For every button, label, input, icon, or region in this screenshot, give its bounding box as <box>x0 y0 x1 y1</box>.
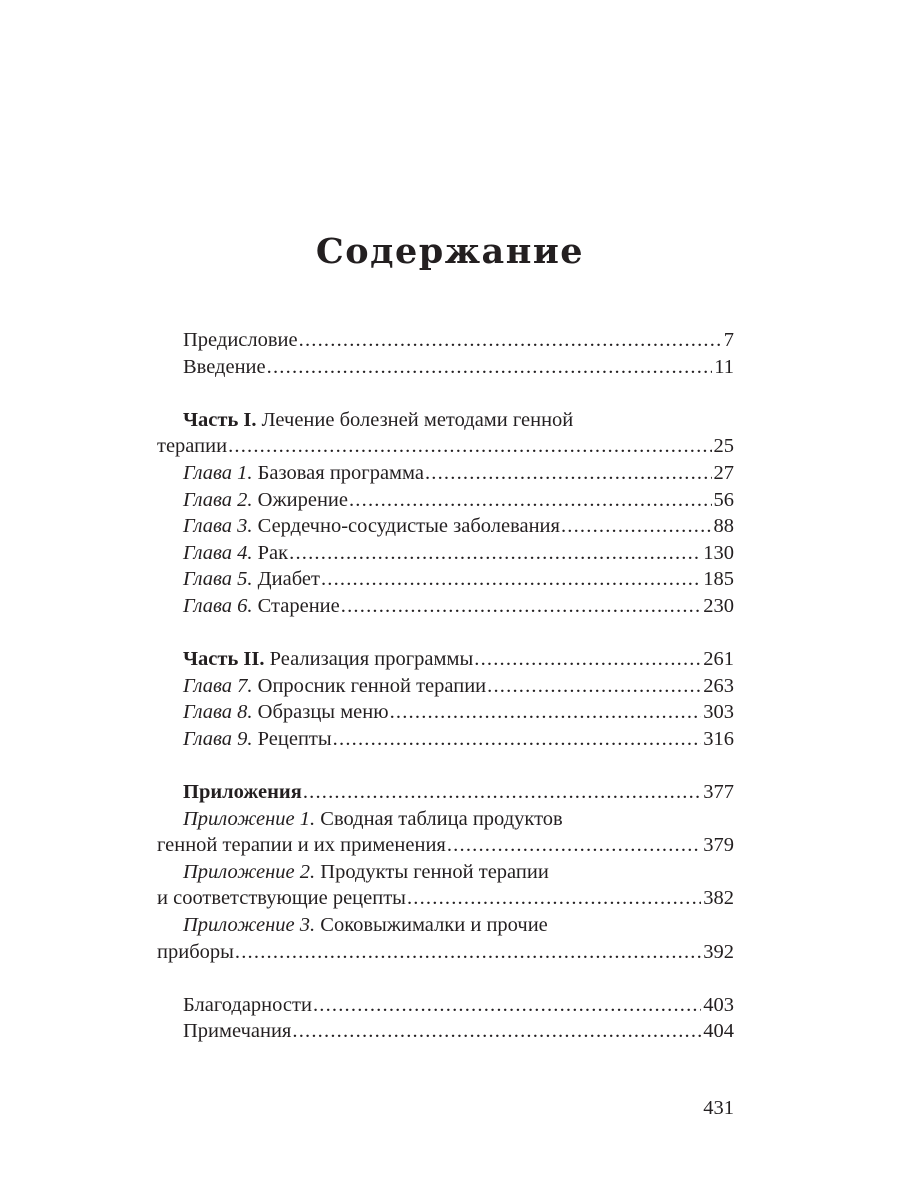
chapter-number: Глава 9. <box>183 727 253 750</box>
chapter-number: Глава 1. <box>183 461 253 484</box>
table-of-contents <box>157 327 734 1045</box>
dot-leader <box>321 566 701 593</box>
toc-page-number: 230 <box>703 594 734 617</box>
chapter-number: Глава 6. <box>183 594 253 617</box>
appendix-title-line2: генной терапии и их применения <box>157 834 446 857</box>
toc-entry-label: Введение <box>183 355 266 378</box>
toc-page-number: 404 <box>703 1020 734 1043</box>
dot-leader <box>267 354 713 381</box>
dot-leader <box>561 513 712 540</box>
appendix-title-line1: Продукты генной терапии <box>320 860 549 883</box>
toc-chapter-2[interactable] <box>157 487 734 514</box>
dot-leader <box>341 593 701 620</box>
chapter-number: Глава 3. <box>183 515 253 538</box>
part-label: Часть I. <box>183 408 257 431</box>
dot-leader <box>299 327 722 354</box>
toc-entry-introduction[interactable] <box>157 354 734 381</box>
toc-chapter-7[interactable] <box>157 673 734 700</box>
chapter-title: Ожирение <box>257 488 348 511</box>
toc-appendix-1-line1[interactable] <box>157 806 734 833</box>
toc-entry-label: Благодарности <box>183 993 312 1016</box>
chapter-number: Глава 8. <box>183 701 253 724</box>
toc-page-number: 263 <box>703 674 734 697</box>
appendix-number: Приложение 2. <box>183 860 316 883</box>
toc-page-number: 88 <box>713 515 734 538</box>
dot-leader <box>313 992 701 1019</box>
page-number: 431 <box>703 1097 734 1119</box>
toc-chapter-9[interactable] <box>157 726 734 753</box>
toc-entry-label: Предисловие <box>183 329 298 351</box>
toc-chapter-1[interactable] <box>157 460 734 487</box>
chapter-title: Старение <box>257 594 340 617</box>
toc-page-number: 379 <box>703 834 734 857</box>
dot-leader <box>474 646 701 673</box>
chapter-number: Глава 5. <box>183 568 253 591</box>
toc-appendix-2-line2[interactable] <box>157 885 734 912</box>
part-label: Часть II. <box>183 648 265 671</box>
toc-page-number: 382 <box>703 887 734 910</box>
toc-page-number: 377 <box>703 781 734 804</box>
toc-page-number: 185 <box>703 568 734 591</box>
toc-page-number: 403 <box>703 993 734 1016</box>
dot-leader <box>487 673 701 700</box>
toc-chapter-6[interactable] <box>157 593 734 620</box>
toc-entry-notes[interactable] <box>157 1018 734 1045</box>
toc-chapter-4[interactable] <box>157 540 734 567</box>
dot-leader <box>289 540 701 567</box>
appendix-title-line2: приборы <box>157 940 234 963</box>
part-title-line2: терапии <box>157 435 228 458</box>
dot-leader <box>333 726 702 753</box>
dot-leader <box>292 1018 701 1045</box>
toc-page-number: 25 <box>713 435 734 458</box>
toc-page-number: 56 <box>713 488 734 511</box>
toc-entry-preface[interactable] <box>157 327 734 354</box>
toc-page-number: 261 <box>703 648 734 671</box>
appendix-title-line1: Сводная таблица продуктов <box>320 807 563 830</box>
toc-part-1-heading[interactable] <box>157 407 734 434</box>
dot-leader <box>425 460 712 487</box>
toc-page-number: 303 <box>703 701 734 724</box>
toc-appendix-1-line2[interactable] <box>157 832 734 859</box>
toc-chapter-3[interactable] <box>157 513 734 540</box>
toc-part-1-continuation[interactable] <box>157 433 734 460</box>
toc-appendix-2-line1[interactable] <box>157 859 734 886</box>
toc-appendices-heading[interactable] <box>157 779 734 806</box>
toc-page-number: 392 <box>703 940 734 963</box>
appendix-title-line1: Соковыжималки и прочие <box>320 914 548 937</box>
toc-part-2-heading[interactable] <box>157 646 734 673</box>
chapter-title: Диабет <box>257 568 320 591</box>
dot-leader <box>235 939 701 966</box>
dot-leader <box>228 433 711 460</box>
toc-page-number: 316 <box>703 727 734 750</box>
chapter-number: Глава 7. <box>183 674 253 697</box>
appendix-number: Приложение 1. <box>183 807 316 830</box>
chapter-number: Глава 4. <box>183 541 253 564</box>
toc-entry-label: Примечания <box>183 1020 292 1043</box>
dot-leader <box>349 487 712 514</box>
chapter-title: Образцы меню <box>257 701 389 724</box>
toc-appendix-3-line2[interactable] <box>157 939 734 966</box>
toc-page-number: 27 <box>713 461 734 484</box>
dot-leader <box>390 699 702 726</box>
appendix-number: Приложение 3. <box>183 914 316 937</box>
chapter-title: Базовая программа <box>257 461 424 484</box>
toc-page-number: 11 <box>714 355 734 378</box>
toc-appendix-3-line1[interactable] <box>157 912 734 939</box>
part-title: Реализация программы <box>269 648 474 671</box>
toc-entry-acknowledgements[interactable] <box>157 992 734 1019</box>
dot-leader <box>447 832 701 859</box>
page-title: Содержание <box>315 231 585 272</box>
appendix-title-line2: и соответствующие рецепты <box>157 887 406 910</box>
toc-chapter-5[interactable] <box>157 566 734 593</box>
toc-page-number: 7 <box>723 329 734 351</box>
dot-leader <box>407 885 701 912</box>
dot-leader <box>303 779 701 806</box>
chapter-number: Глава 2. <box>183 488 253 511</box>
chapter-title: Опросник генной терапии <box>257 674 487 697</box>
chapter-title: Сердечно-сосудистые заболевания <box>257 515 560 538</box>
toc-page-number: 130 <box>703 541 734 564</box>
toc-chapter-8[interactable] <box>157 699 734 726</box>
chapter-title: Рецепты <box>257 727 332 750</box>
part-title-line1: Лечение болезней методами генной <box>261 408 574 431</box>
appendices-label: Приложения <box>183 781 302 804</box>
chapter-title: Рак <box>257 541 289 564</box>
